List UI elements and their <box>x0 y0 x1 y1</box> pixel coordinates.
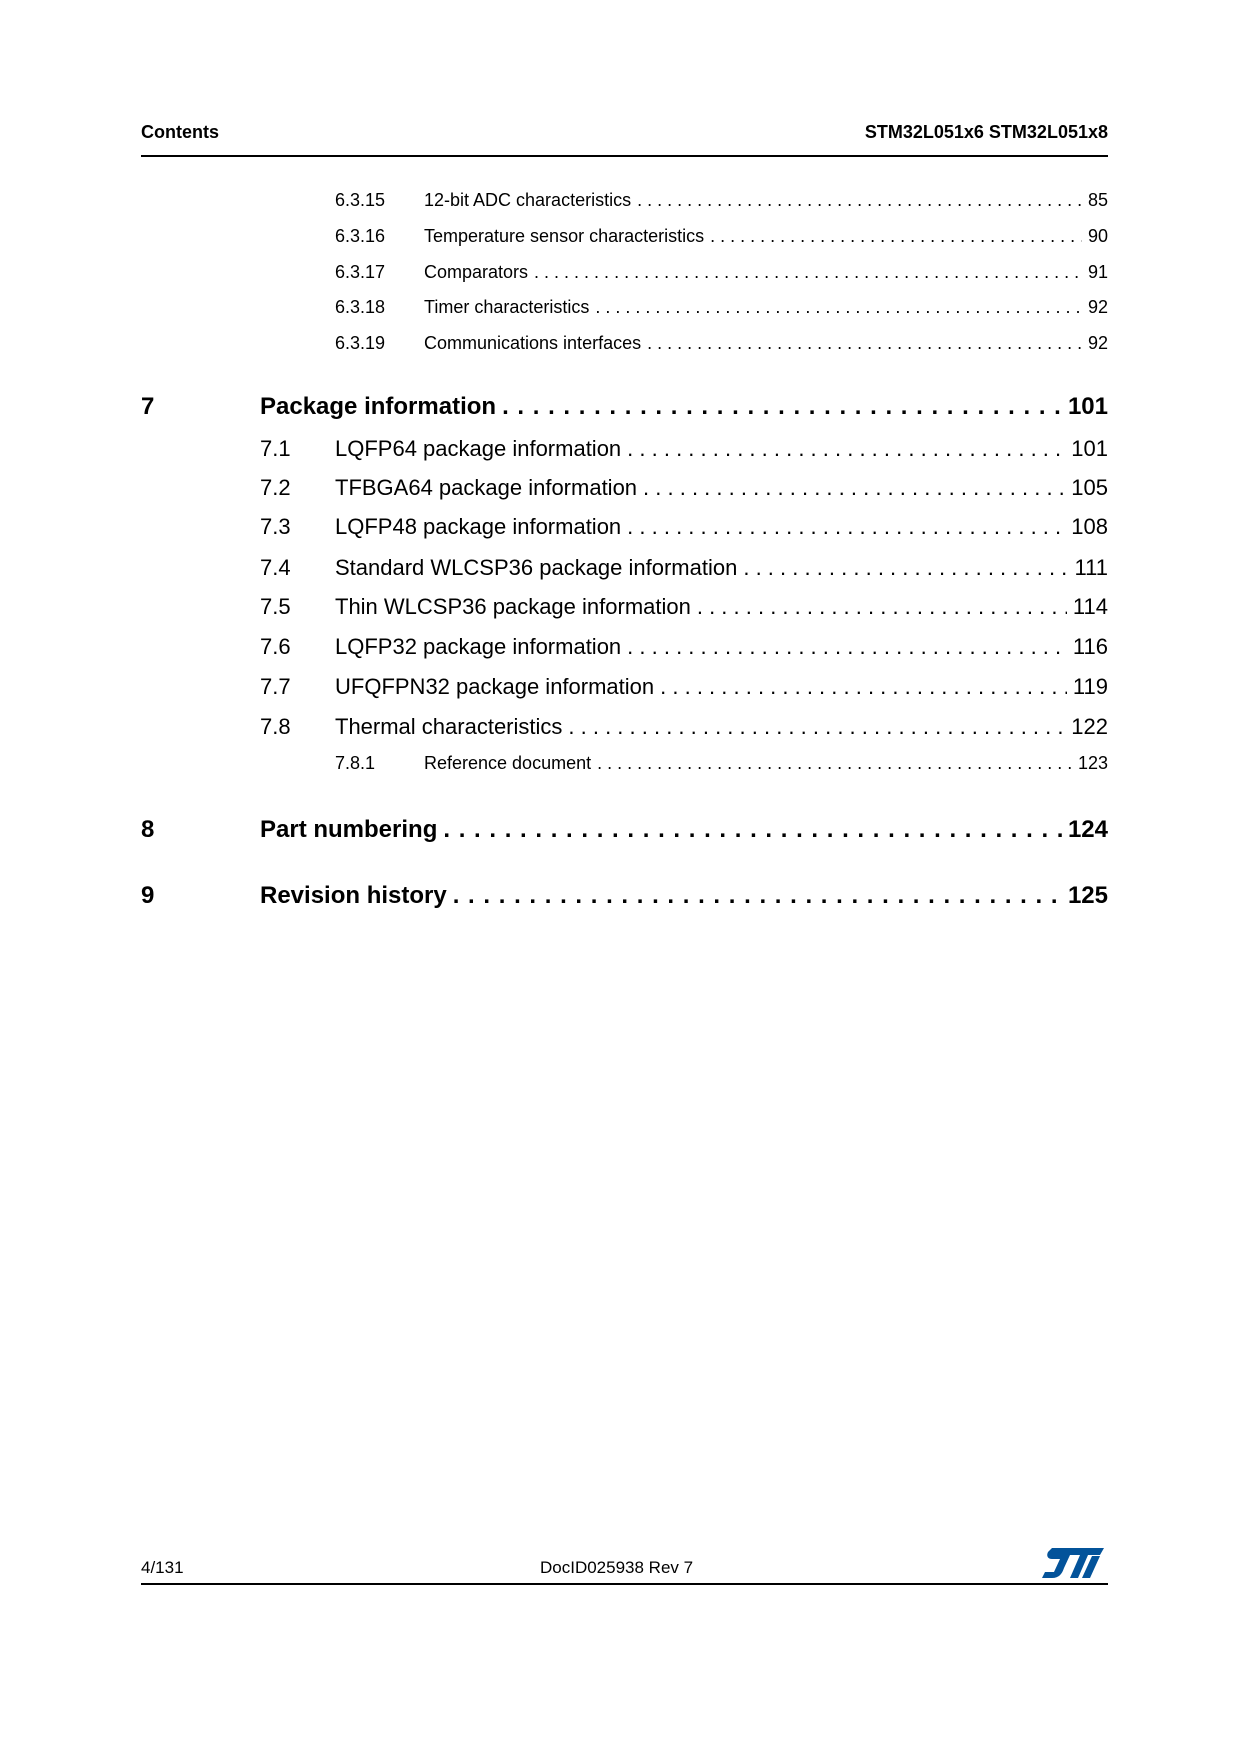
toc-entry-number: 6.3.17 <box>335 262 386 282</box>
toc-entry-page[interactable]: 114 <box>1072 594 1108 619</box>
toc-subsection-entry[interactable] <box>0 753 1108 775</box>
toc-entry-number: 6.3.19 <box>335 333 386 353</box>
toc-entry-title[interactable]: Package information <box>260 393 497 420</box>
header-document-title: STM32L051x6 STM32L051x8 <box>864 122 1108 142</box>
dot-leader <box>710 226 1082 247</box>
toc-subsection-entry[interactable] <box>0 190 1108 212</box>
toc-entry-page[interactable]: 101 <box>1067 393 1108 420</box>
toc-section-entry[interactable] <box>0 634 1108 660</box>
toc-section-entry[interactable] <box>0 714 1108 740</box>
dot-leader <box>597 753 1072 774</box>
dot-leader <box>627 436 1065 462</box>
toc-entry-number: 8 <box>141 816 155 843</box>
dot-leader <box>595 297 1082 318</box>
toc-entry-number: 7.5 <box>260 594 291 619</box>
toc-entry-number: 6.3.15 <box>335 190 386 210</box>
toc-entry-number: 7.1 <box>260 436 291 461</box>
toc-entry-title[interactable]: Comparators <box>424 262 529 282</box>
toc-entry-page[interactable]: 90 <box>1087 226 1108 246</box>
toc-entry-page[interactable]: 119 <box>1072 674 1108 699</box>
toc-section-entry[interactable] <box>0 674 1108 700</box>
toc-entry-page[interactable]: 108 <box>1071 514 1108 539</box>
toc-entry-title[interactable]: Timer characteristics <box>424 297 590 317</box>
toc-entry-number: 9 <box>141 882 155 909</box>
toc-entry-title[interactable]: Standard WLCSP36 package information <box>335 555 738 580</box>
toc-entry-number: 7 <box>141 393 155 420</box>
dot-leader <box>697 594 1067 620</box>
st-logo-icon <box>1042 1546 1104 1580</box>
toc-subsection-entry[interactable] <box>0 262 1108 284</box>
toc-entry-page[interactable]: 116 <box>1072 634 1108 659</box>
toc-entry-title[interactable]: Temperature sensor characteristics <box>424 226 705 246</box>
toc-section-entry[interactable] <box>0 555 1108 581</box>
toc-entry-page[interactable]: 91 <box>1087 262 1108 282</box>
footer-doc-id: DocID025938 Rev 7 <box>540 1558 694 1577</box>
toc-entry-number: 7.8 <box>260 714 291 739</box>
dot-leader <box>568 714 1065 740</box>
footer-page-number: 4/131 <box>141 1558 184 1577</box>
dot-leader <box>627 514 1065 540</box>
toc-entry-number: 7.3 <box>260 514 291 539</box>
dot-leader <box>660 674 1067 700</box>
toc-entry-title[interactable]: Revision history <box>260 882 447 909</box>
toc-entry-page[interactable]: 85 <box>1087 190 1108 210</box>
toc-entry-page[interactable]: 111 <box>1074 555 1108 580</box>
toc-entry-page[interactable]: 125 <box>1067 882 1108 909</box>
toc-entry-title[interactable]: 12-bit ADC characteristics <box>424 190 632 210</box>
toc-entry-title[interactable]: Part numbering <box>260 816 438 843</box>
toc-entry-page[interactable]: 124 <box>1067 816 1108 843</box>
toc-entry-number: 7.8.1 <box>335 753 376 773</box>
dot-leader <box>443 816 1062 844</box>
toc-entry-number: 7.2 <box>260 475 291 500</box>
toc-entry-number: 6.3.18 <box>335 297 386 317</box>
toc-entry-page[interactable]: 101 <box>1071 436 1108 461</box>
toc-entry-number: 6.3.16 <box>335 226 386 246</box>
toc-subsection-entry[interactable] <box>0 226 1108 248</box>
toc-entry-title[interactable]: LQFP48 package information <box>335 514 622 539</box>
toc-entry-title[interactable]: TFBGA64 package information <box>335 475 638 500</box>
toc-entry-title[interactable]: UFQFPN32 package information <box>335 674 655 699</box>
dot-leader <box>743 555 1068 581</box>
toc-entry-title[interactable]: LQFP64 package information <box>335 436 622 461</box>
toc-section-entry[interactable] <box>0 436 1108 462</box>
toc-section-entry[interactable] <box>0 594 1108 620</box>
dot-leader <box>643 475 1065 501</box>
dot-leader <box>637 190 1082 211</box>
toc-entry-number: 7.4 <box>260 555 291 580</box>
dot-leader <box>502 393 1062 421</box>
toc-entry-page[interactable]: 123 <box>1077 753 1108 773</box>
footer-rule <box>141 1583 1108 1585</box>
toc-entry-title[interactable]: Thin WLCSP36 package information <box>335 594 691 619</box>
toc-subsection-entry[interactable] <box>0 333 1108 355</box>
header-section-title: Contents <box>141 122 219 142</box>
toc-entry-page[interactable]: 105 <box>1071 475 1108 500</box>
toc-entry-number: 7.7 <box>260 674 291 699</box>
toc-chapter-entry[interactable] <box>0 393 1108 421</box>
toc-chapter-entry[interactable] <box>0 816 1108 844</box>
toc-entry-number: 7.6 <box>260 634 291 659</box>
toc-entry-page[interactable]: 92 <box>1087 333 1108 353</box>
header-rule <box>141 155 1108 157</box>
toc-subsection-entry[interactable] <box>0 297 1108 319</box>
dot-leader <box>627 634 1067 660</box>
toc-section-entry[interactable] <box>0 514 1108 540</box>
toc-chapter-entry[interactable] <box>0 882 1108 910</box>
toc-entry-title[interactable]: LQFP32 package information <box>335 634 622 659</box>
toc-entry-page[interactable]: 122 <box>1071 714 1108 739</box>
toc-entry-title[interactable]: Communications interfaces <box>424 333 642 353</box>
toc-entry-title[interactable]: Reference document <box>424 753 592 773</box>
dot-leader <box>453 882 1062 910</box>
toc-section-entry[interactable] <box>0 475 1108 501</box>
toc-entry-page[interactable]: 92 <box>1087 297 1108 317</box>
dot-leader <box>534 262 1082 283</box>
dot-leader <box>647 333 1082 354</box>
toc-entry-title[interactable]: Thermal characteristics <box>335 714 563 739</box>
